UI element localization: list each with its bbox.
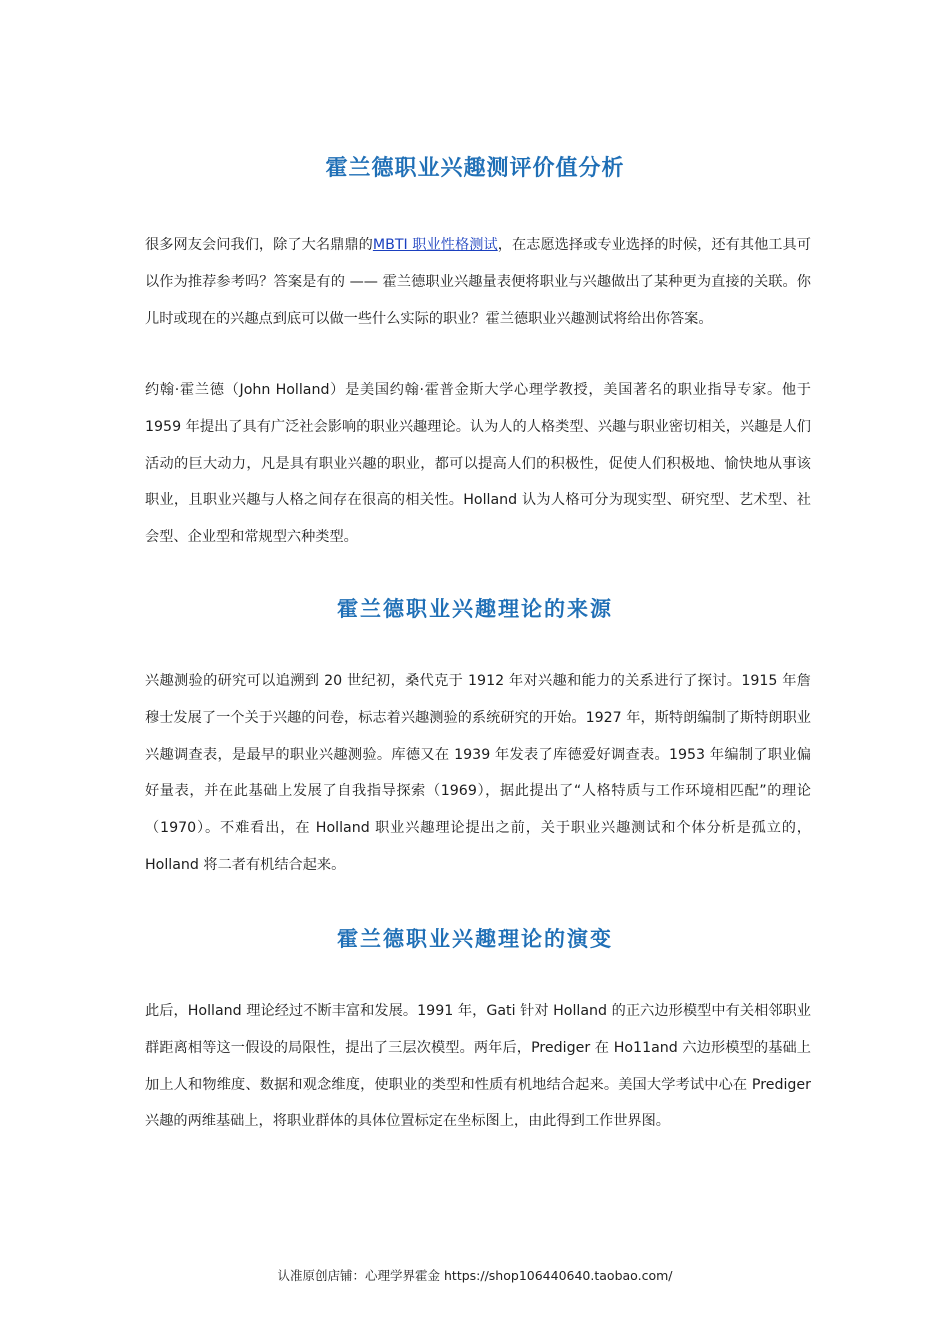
intro-paragraph (145, 227, 811, 337)
bio-paragraph: 约翰·霍兰德（John Holland）是美国约翰·霍普金斯大学心理学教授，美国著名的职业指导专家。他于 1959 年提出了具有广泛社会影响的职业兴趣理论。认为人的人格类型、兴趣与职业密切相关，兴趣是人们活动的巨大动力，凡是具有职业兴趣的职业，都可以提高人们的积极性，促使人们积极地、愉快地从事该职业，且职业兴趣与人格之间存在很高的相关性。Holland 认为人格可分为现实型、研究型、艺术型、社会型、企业型和常规型六种类型。 (145, 382, 811, 546)
intro-text-after-link: ，在志愿选择或专业选择的时候，还有其他工具可以作为推荐参考吗？答案是有的 —— 霍兰德职业兴趣量表便将职业与兴趣做出了某种更为直接的关联。你儿时或现在的兴趣点到底可以做一些什么实际的职业？霍兰德职业兴趣测试将给出你答案。 (145, 237, 811, 327)
section-heading-origin: 霍兰德职业兴趣理论的来源 (337, 596, 613, 621)
mbti-test-link[interactable]: MBTI 职业性格测试 (372, 237, 498, 253)
section-heading-evolution: 霍兰德职业兴趣理论的演变 (337, 926, 613, 951)
section-body-origin: 兴趣测验的研究可以追溯到 20 世纪初，桑代克于 1912 年对兴趣和能力的关系进行了探讨。1915 年詹穆士发展了一个关于兴趣的问卷，标志着兴趣测验的系统研究的开始。1927 年，斯特朗编制了斯特朗职业兴趣调查表，是最早的职业兴趣测验。库德又在 1939 年发表了库德爱好调查表。1953 年编制了职业偏好量表，并在此基础上发展了自我指导探索（1969），据此提出了“人格特质与工作环境相匹配”的理论（1970）。不难看出，在 Holland 职业兴趣理论提出之前，关于职业兴趣测试和个体分析是孤立的，Holland 将二者有机结合起来。 (145, 673, 811, 873)
section-body-evolution: 此后，Holland 理论经过不断丰富和发展。1991 年，Gati 针对 Holland 的正六边形模型中有关相邻职业群距离相等这一假设的局限性，提出了三层次模型。两年后，Prediger 在 Ho11and 六边形模型的基础上加上人和物维度、数据和观念维度，使职业的类型和性质有机地结合起来。美国大学考试中心在 Prediger 兴趣的两维基础上，将职业群体的具体位置标定在坐标图上，由此得到工作世界图。 (145, 1003, 811, 1130)
page-title: 霍兰德职业兴趣测评价值分析 (325, 156, 625, 181)
intro-text-before-link: 很多网友会问我们，除了大名鼎鼎的 (145, 237, 373, 253)
footer-shop-note: 认准原创店铺：心理学界霍金 https://shop106440640.taobao.com/ (277, 1268, 673, 1283)
